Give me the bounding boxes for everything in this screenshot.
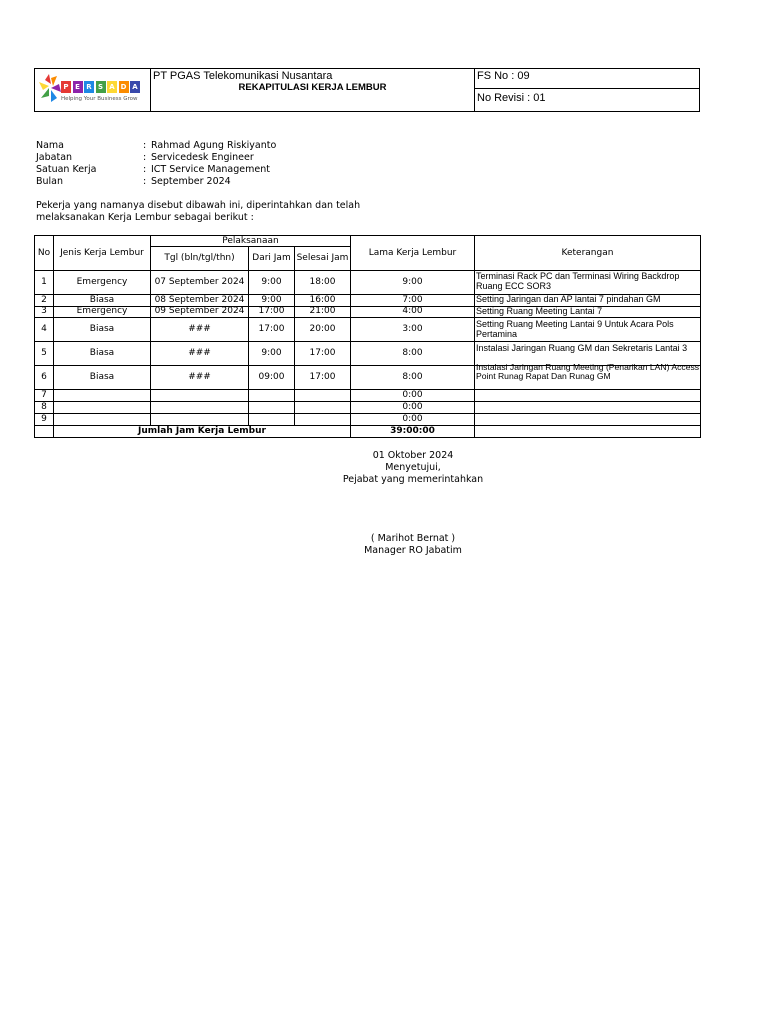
- row-selesai: 17:00: [309, 372, 336, 382]
- bulan-value: September 2024: [151, 176, 231, 187]
- row-dari: 17:00: [258, 324, 285, 334]
- row-jenis: Biasa: [89, 324, 115, 334]
- row-no: 7: [41, 390, 47, 400]
- row-dari: 9:00: [261, 277, 282, 287]
- row-jenis: Biasa: [89, 295, 115, 305]
- row-lama: 8:00: [402, 372, 423, 382]
- row-dari: 9:00: [261, 348, 282, 358]
- document-title: REKAPITULASI KERJA LEMBUR: [238, 82, 387, 93]
- row-lama: 4:00: [402, 306, 423, 316]
- header-keterangan: Keterangan: [561, 248, 614, 258]
- satuan-separator: :: [143, 164, 147, 175]
- total-label: Jumlah Jam Kerja Lembur: [138, 426, 266, 436]
- logo-letter-tile: E: [73, 81, 83, 93]
- logo-letter-tile: A: [130, 81, 140, 93]
- row-tgl: 07 September 2024: [154, 277, 245, 287]
- row-selesai: 17:00: [309, 348, 336, 358]
- jabatan-label: Jabatan: [36, 152, 73, 163]
- persada-logo: [37, 72, 145, 108]
- header-jenis: Jenis Kerja Lembur: [60, 248, 144, 258]
- row-selesai: 21:00: [309, 306, 336, 316]
- header-dari: Dari Jam: [252, 253, 291, 263]
- row-lama: 8:00: [402, 348, 423, 358]
- row-tgl: ###: [188, 372, 211, 382]
- logo-letter-tile: S: [96, 81, 106, 93]
- intro-line-1: Pekerja yang namanya disebut dibawah ini, diperintahkan dan telah: [36, 200, 361, 211]
- row-dari: 09:00: [258, 372, 285, 382]
- row-lama: 0:00: [402, 414, 423, 424]
- signature-approve: Menyetujui,: [385, 462, 441, 473]
- header-lama: Lama Kerja Lembur: [368, 248, 457, 258]
- logo-letter-tile: R: [84, 81, 94, 93]
- row-keterangan: Instalasi Jaringan Ruang GM dan Sekretaris Lantai 3: [476, 344, 688, 353]
- row-keterangan: Terminasi Rack PC dan Terminasi Wiring Backdrop Ruang ECC SOR3: [476, 272, 680, 291]
- row-lama: 7:00: [402, 295, 423, 305]
- row-jenis: Emergency: [76, 277, 128, 287]
- row-jenis: Emergency: [76, 306, 128, 316]
- row-dari: 17:00: [258, 306, 285, 316]
- row-keterangan: Setting Jaringan dan AP lantai 7 pindahan GM: [476, 295, 661, 304]
- row-lama: 0:00: [402, 402, 423, 412]
- row-no: 1: [41, 277, 47, 287]
- intro-paragraph: [36, 200, 436, 223]
- logo-letter-tile: D: [119, 81, 129, 93]
- jabatan-value: Servicedesk Engineer: [151, 152, 254, 163]
- logo-starburst-icon: [37, 72, 63, 106]
- row-keterangan: Setting Ruang Meeting Lantai 7: [476, 307, 603, 316]
- row-keterangan: Instalasi Jaringan Ruang Meeting (Penarikan LAN) Access Point Runag Rapat Dan Runag GM: [476, 363, 700, 381]
- row-lama: 3:00: [402, 324, 423, 334]
- row-jenis: Biasa: [89, 348, 115, 358]
- signatory-name: ( Marihot Bernat ): [370, 533, 456, 544]
- row-tgl: ###: [188, 348, 211, 358]
- satuan-value: ICT Service Management: [151, 164, 270, 175]
- row-jenis: Biasa: [89, 372, 115, 382]
- nama-separator: :: [143, 140, 147, 151]
- logo-letter-tile: A: [107, 81, 117, 93]
- header-pelaksanaan: Pelaksanaan: [222, 236, 279, 246]
- header-selesai: Selesai Jam: [296, 253, 349, 263]
- row-no: 6: [41, 372, 47, 382]
- logo-tagline: Helping Your Business Grow: [61, 96, 138, 102]
- document-header: [34, 68, 700, 112]
- row-tgl: 08 September 2024: [154, 295, 245, 305]
- row-no: 9: [41, 414, 47, 424]
- company-name: PT PGAS Telekomunikasi Nusantara: [153, 70, 333, 82]
- signatory-position: Manager RO Jabatim: [364, 545, 462, 556]
- row-no: 3: [41, 306, 47, 316]
- header-tgl: Tgl (bln/tgl/thn): [164, 253, 235, 263]
- row-selesai: 18:00: [309, 277, 336, 287]
- row-tgl: ###: [188, 324, 211, 334]
- row-keterangan: Setting Ruang Meeting Lantai 9 Untuk Acara Pols Pertamina: [476, 320, 674, 339]
- nama-value: Rahmad Agung Riskiyanto: [151, 140, 277, 151]
- row-tgl: 09 September 2024: [154, 306, 245, 316]
- row-lama: 0:00: [402, 390, 423, 400]
- nama-label: Nama: [36, 140, 65, 151]
- signature-date: 01 Oktober 2024: [372, 450, 454, 461]
- header-no: No: [37, 248, 51, 258]
- fs-number: FS No : 09: [477, 70, 530, 82]
- logo-letter-tile: P: [61, 81, 71, 93]
- satuan-label: Satuan Kerja: [36, 164, 97, 175]
- row-no: 5: [41, 348, 47, 358]
- jabatan-separator: :: [143, 152, 147, 163]
- row-no: 2: [41, 295, 47, 305]
- row-no: 8: [41, 402, 47, 412]
- row-selesai: 16:00: [309, 295, 336, 305]
- bulan-separator: :: [143, 176, 147, 187]
- row-lama: 9:00: [402, 277, 423, 287]
- row-no: 4: [41, 324, 47, 334]
- revision-number: No Revisi : 01: [477, 92, 546, 104]
- intro-line-2: melaksanakan Kerja Lembur sebagai berikut :: [36, 211, 254, 223]
- bulan-label: Bulan: [36, 176, 64, 187]
- signature-role: Pejabat yang memerintahkan: [342, 474, 484, 485]
- total-value: 39:00:00: [390, 426, 435, 436]
- row-dari: 9:00: [261, 295, 282, 305]
- row-selesai: 20:00: [309, 324, 336, 334]
